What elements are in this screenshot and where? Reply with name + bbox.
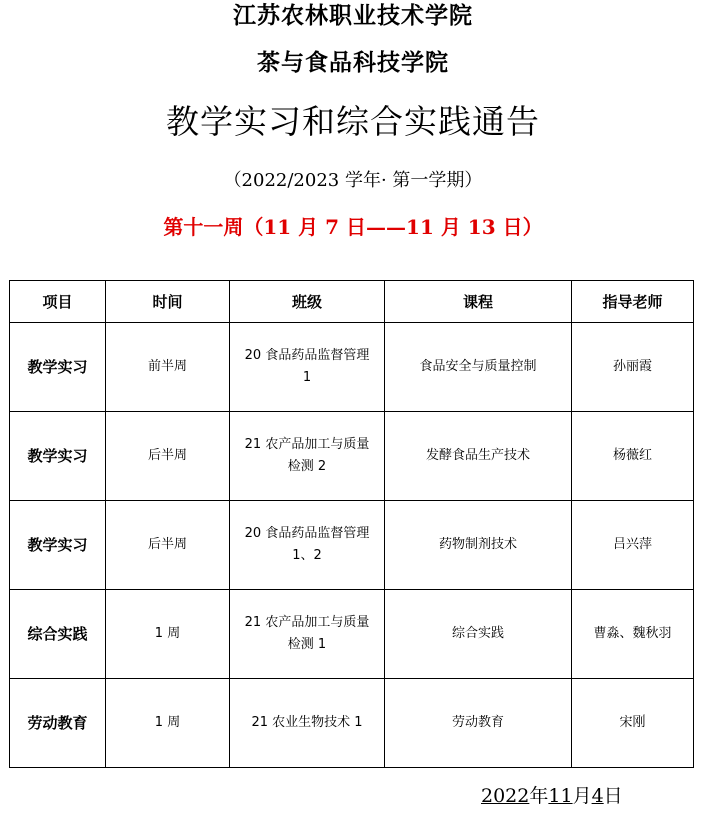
class-line: 21 农产品加工与质量 (244, 615, 370, 630)
class-line: 21 农产品加工与质量 (244, 437, 370, 452)
issue-date (481, 783, 623, 809)
header-teacher: 指导老师 (572, 281, 694, 323)
cell-time: 1 周 (106, 679, 230, 768)
class-line: 20 食品药品监督管理 (244, 348, 370, 363)
table-row (10, 679, 694, 768)
cell-class (230, 501, 385, 590)
college-name: 茶与食品科技学院 (257, 50, 449, 76)
cell-time: 后半周 (106, 501, 230, 590)
cell-class (230, 679, 385, 768)
cell-course: 食品安全与质量控制 (385, 323, 572, 412)
date-month: 11 (548, 785, 573, 807)
table-row (10, 590, 694, 679)
header-time: 时间 (106, 281, 230, 323)
header-class: 班级 (230, 281, 385, 323)
class-line: 检测 2 (287, 459, 327, 474)
cell-course: 劳动教育 (385, 679, 572, 768)
header-project: 项目 (10, 281, 106, 323)
date-day-unit: 日 (603, 785, 623, 807)
header-course: 课程 (385, 281, 572, 323)
cell-time: 前半周 (106, 323, 230, 412)
cell-teacher: 杨薇红 (572, 412, 694, 501)
class-line: 1、2 (292, 548, 322, 563)
notice-title: 教学实习和综合实践通告 (166, 102, 540, 141)
cell-project: 劳动教育 (10, 679, 106, 768)
class-line: 1 (302, 370, 312, 385)
cell-course: 发酵食品生产技术 (385, 412, 572, 501)
cell-time: 1 周 (106, 590, 230, 679)
cell-time: 后半周 (106, 412, 230, 501)
cell-class (230, 590, 385, 679)
date-month-unit: 月 (572, 785, 592, 807)
cell-teacher: 曹淼、魏秋羽 (572, 590, 694, 679)
cell-class (230, 412, 385, 501)
cell-course: 药物制剂技术 (385, 501, 572, 590)
class-line: 21 农业生物技术 1 (251, 715, 363, 730)
cell-class (230, 323, 385, 412)
cell-teacher: 宋刚 (572, 679, 694, 768)
table-row (10, 501, 694, 590)
table-header-row (10, 281, 694, 323)
week-label: 第十一周（11 月 7 日——11 月 13 日） (163, 215, 543, 239)
cell-project: 教学实习 (10, 501, 106, 590)
cell-teacher: 吕兴萍 (572, 501, 694, 590)
date-day: 4 (591, 785, 604, 807)
cell-project: 教学实习 (10, 412, 106, 501)
cell-teacher: 孙丽霞 (572, 323, 694, 412)
table-row (10, 323, 694, 412)
school-name: 江苏农林职业技术学院 (233, 3, 473, 29)
date-year: 2022 (481, 785, 530, 807)
cell-project: 综合实践 (10, 590, 106, 679)
schedule-table (9, 280, 694, 768)
table-row (10, 412, 694, 501)
cell-project: 教学实习 (10, 323, 106, 412)
cell-course: 综合实践 (385, 590, 572, 679)
class-line: 检测 1 (287, 637, 327, 652)
term-label: （2022/2023 学年· 第一学期） (223, 170, 483, 191)
class-line: 20 食品药品监督管理 (244, 526, 370, 541)
date-year-unit: 年 (529, 785, 549, 807)
